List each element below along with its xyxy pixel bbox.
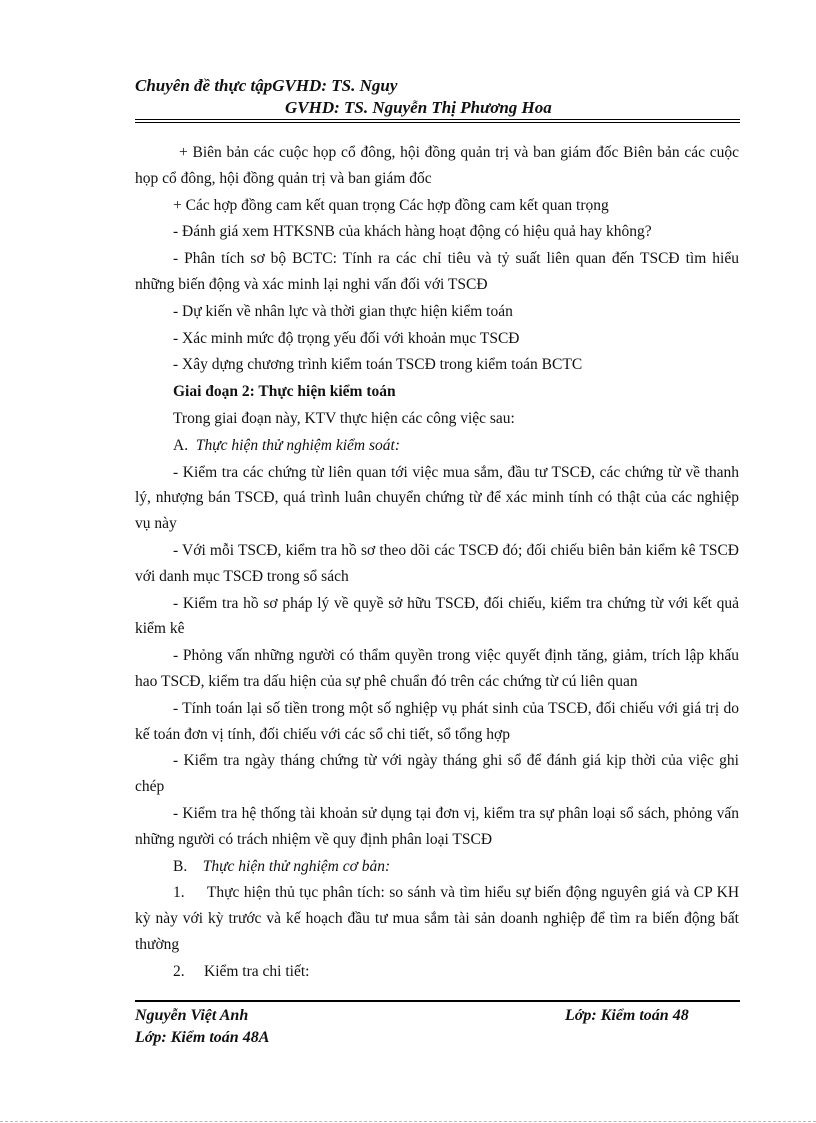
section-marker: B. — [173, 857, 188, 875]
paragraph: - Tính toán lại số tiền trong một số nghiệp vụ phát sinh của TSCĐ, đối chiếu với giá trị do kế toán đơn vị tính, đối chiếu với các sổ chi tiết, sổ tổng hợp — [135, 699, 739, 743]
paragraph: - Phân tích sơ bộ BCTC: Tính ra các chỉ tiêu và tỷ suất liên quan đến TSCĐ tìm hiểu những biến động và xác minh lại nghi vấn đối với TSCĐ — [135, 250, 739, 293]
paragraph: + Các hợp đồng cam kết quan trọng Các hợp đồng cam kết quan trọng — [173, 196, 609, 214]
section-title: Thực hiện thử nghiệm cơ bản: — [202, 857, 391, 875]
paragraph: - Với mỗi TSCĐ, kiểm tra hồ sơ theo dõi các TSCĐ đó; đối chiếu biên bản kiểm kê TSCĐ với danh mục TSCĐ trong sổ sách — [135, 541, 739, 585]
paragraph: - Xây dựng chương trình kiểm toán TSCĐ trong kiểm toán BCTC — [173, 356, 583, 374]
section-title: Thực hiện thử nghiệm kiểm soát: — [195, 436, 400, 454]
footer-class-left: Lớp: Kiểm toán 48A — [135, 1029, 270, 1046]
header-line-1: Chuyên đề thực tậpGVHD: TS. Nguy — [135, 76, 398, 95]
footer-author: Nguyễn Việt Anh — [135, 1007, 249, 1024]
footer-rule — [135, 1000, 740, 1002]
paragraph: Trong giai đoạn này, KTV thực hiện các công việc sau: — [173, 409, 515, 427]
item-marker: 2. — [173, 962, 185, 980]
paragraph: - Kiểm tra hệ thống tài khoản sử dụng tại đơn vị, kiểm tra sự phân loại sổ sách, phỏng vấn những người có trách nhiệm về quy định phân loại TSCĐ — [135, 804, 739, 848]
item-text: Thực hiện thủ tục phân tích: so sánh và tìm hiểu sự biến động nguyên giá và CP KH kỳ này với kỳ trước và kế hoạch đầu tư mua sắm tài sản doanh nghiệp để tìm ra biến động bất thường — [135, 884, 740, 953]
paragraph: - Phỏng vấn những người có thẩm quyền trong việc quyết định tăng, giảm, trích lập khấu hao TSCĐ, kiểm tra dấu hiện của sự phê chuẩn đó trên các chứng từ cú liên quan — [135, 647, 739, 690]
item-marker: 1. — [173, 884, 185, 902]
paragraph: - Kiểm tra ngày tháng chứng từ với ngày tháng ghi sổ để đánh giá kịp thời của việc ghi chép — [135, 752, 739, 796]
footer-class-right: Lớp: Kiểm toán 48 — [565, 1007, 689, 1024]
header-rule — [135, 119, 740, 120]
header-rule-thin — [135, 122, 740, 123]
paragraph: - Xác minh mức độ trọng yếu đối với khoản mục TSCĐ — [173, 329, 520, 347]
subsection-heading-b — [135, 854, 739, 880]
item-text: Kiểm tra chi tiết: — [204, 962, 310, 980]
paragraph: - Đánh giá xem HTKSNB của khách hàng hoạt động có hiệu quả hay không? — [173, 223, 652, 241]
section-heading: Giai đoạn 2: Thực hiện kiểm toán — [173, 383, 396, 401]
numbered-item — [135, 959, 739, 985]
header-line-2: GVHD: TS. Nguyễn Thị Phương Hoa — [285, 98, 552, 117]
numbered-item — [135, 880, 739, 957]
paragraph: + Biên bản các cuộc họp cổ đông, hội đồng quản trị và ban giám đốc Biên bản các cuộc họp cổ đông, hội đồng quản trị và ban giám đốc — [135, 144, 739, 187]
section-marker: A. — [173, 436, 189, 454]
paragraph: - Dự kiến về nhân lực và thời gian thực hiện kiểm toán — [173, 302, 513, 320]
document-body — [135, 140, 739, 986]
paragraph: - Kiểm tra hồ sơ pháp lý về quyề sở hữu TSCĐ, đối chiếu, kiểm tra chứng từ với kết quả kiểm kê — [135, 594, 739, 638]
page-edge — [0, 1121, 816, 1122]
subsection-heading-a — [135, 433, 739, 459]
paragraph: - Kiểm tra các chứng từ liên quan tới việc mua sắm, đầu tư TSCĐ, các chứng từ về thanh lý, nhượng bán TSCĐ, quá trình luân chuyển chứng từ để xác minh tính có thật của các nghiệp vụ này — [135, 463, 739, 533]
